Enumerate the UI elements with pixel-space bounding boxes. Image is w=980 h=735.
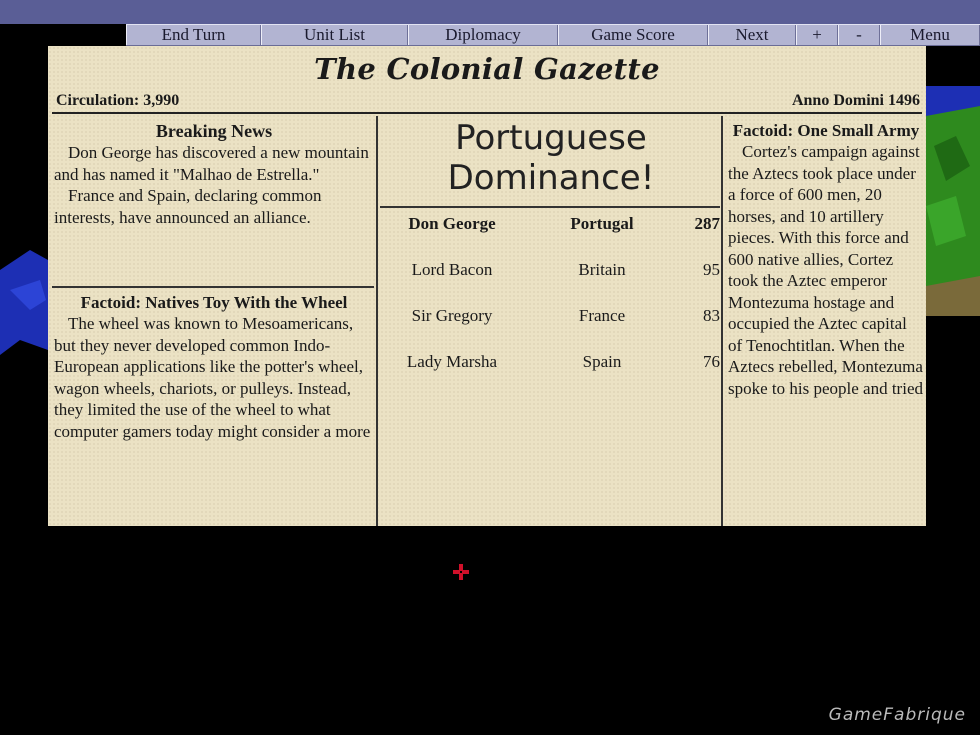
unit-list-button[interactable]: Unit List bbox=[261, 25, 408, 45]
headline-rule bbox=[380, 206, 720, 208]
headline-line-1: Portuguese bbox=[455, 118, 647, 158]
game-score-button[interactable]: Game Score bbox=[558, 25, 708, 45]
crosshair-cursor-icon bbox=[453, 564, 469, 580]
end-turn-button[interactable]: End Turn bbox=[126, 25, 261, 45]
headline-line-2: Dominance! bbox=[447, 158, 655, 198]
next-button[interactable]: Next bbox=[708, 25, 796, 45]
breaking-news-heading: Breaking News bbox=[155, 121, 273, 141]
factoid-right-column bbox=[728, 120, 924, 399]
player-nation: France bbox=[578, 306, 626, 325]
score-row bbox=[382, 350, 720, 396]
factoid-left-body: The wheel was known to Mesoamericans, but they never developed common Indo-European applications like the potter's wheel, wagon wheels, chariots, or pulleys. Instead, they limited the use of the wheel to what computer gamers today might consider a more bbox=[54, 314, 371, 441]
score-row bbox=[382, 258, 720, 304]
player-score: 95 bbox=[703, 260, 720, 279]
player-score: 76 bbox=[703, 352, 720, 371]
player-nation: Britain bbox=[578, 260, 626, 279]
player-name: Sir Gregory bbox=[411, 306, 493, 325]
player-name: Lady Marsha bbox=[406, 352, 498, 371]
breaking-news-paragraph-2: France and Spain, declaring common interests, have announced an alliance. bbox=[54, 186, 322, 227]
masthead-rule bbox=[52, 112, 922, 114]
breaking-news-column bbox=[54, 120, 374, 228]
ocean-terrain-left bbox=[0, 230, 50, 360]
diplomacy-button[interactable]: Diplomacy bbox=[408, 25, 558, 45]
breaking-news-paragraph-1: Don George has discovered a new mountain and has named it "Malhao de Estrella." bbox=[54, 143, 369, 184]
year-label: Anno Domini 1496 bbox=[791, 92, 920, 109]
player-nation: Spain bbox=[582, 352, 622, 371]
factoid-left-column bbox=[54, 292, 374, 442]
top-band bbox=[0, 0, 980, 24]
headline bbox=[378, 118, 724, 198]
player-score: 287 bbox=[694, 214, 720, 233]
menu-button[interactable]: Menu bbox=[880, 25, 980, 45]
player-name: Lord Bacon bbox=[411, 260, 493, 279]
forest-terrain-right bbox=[926, 86, 980, 316]
menu-bar bbox=[126, 24, 980, 46]
circulation-label: Circulation: 3,990 bbox=[56, 92, 180, 109]
zoom-out-button[interactable]: - bbox=[838, 25, 880, 45]
score-row bbox=[382, 212, 720, 258]
player-nation: Portugal bbox=[570, 214, 634, 233]
left-column-split bbox=[52, 286, 374, 288]
player-name: Don George bbox=[408, 214, 496, 233]
zoom-in-button[interactable]: + bbox=[796, 25, 838, 45]
score-table bbox=[382, 212, 720, 396]
factoid-left-heading: Factoid: Natives Toy With the Wheel bbox=[80, 293, 348, 312]
watermark: GameFabrique bbox=[828, 705, 966, 725]
gazette-newspaper bbox=[48, 46, 926, 526]
score-row bbox=[382, 304, 720, 350]
factoid-right-heading: Factoid: One Small Army bbox=[732, 121, 920, 140]
gazette-title: The Colonial Gazette bbox=[314, 52, 660, 86]
factoid-right-body: Cortez's campaign against the Aztecs took place under a force of 600 men, 20 horses, and 10 artillery pieces. With this force and 600 native allies, Cortez took the Aztec emperor Montezuma hostage and occupied the Aztec capital of Tenochtitlan. When the Aztecs rebelled, Montezuma spoke to his people and tried bbox=[728, 142, 923, 398]
player-score: 83 bbox=[703, 306, 720, 325]
